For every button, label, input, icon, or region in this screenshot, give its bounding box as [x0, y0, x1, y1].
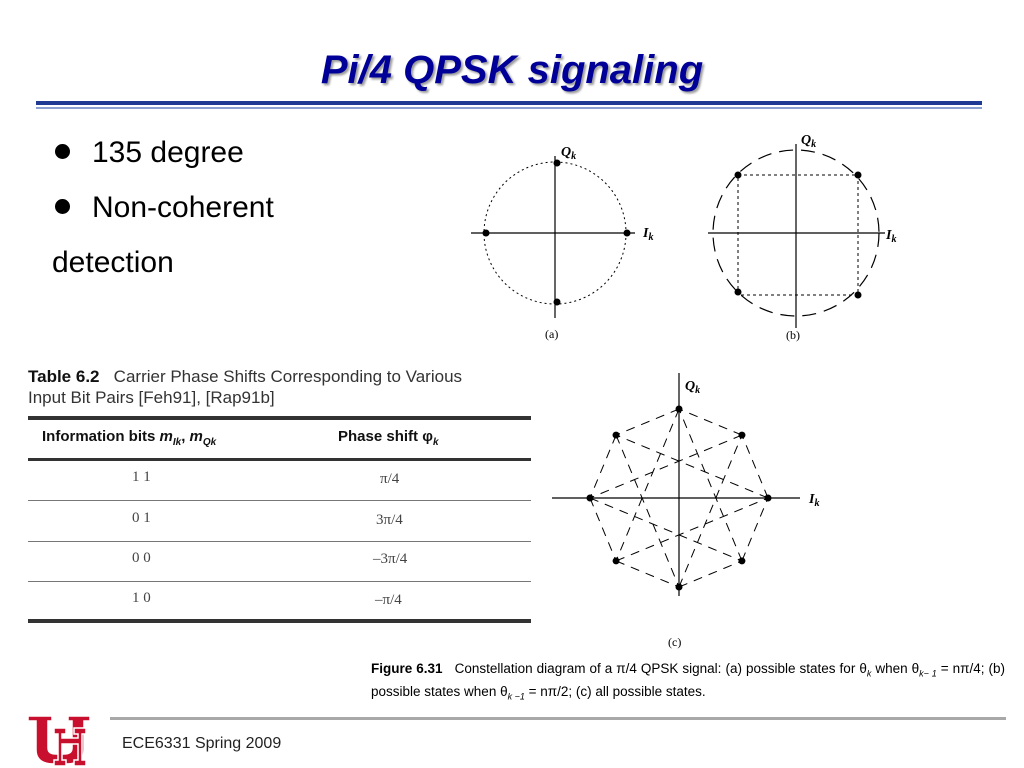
state-point — [765, 495, 772, 502]
table-caption-line1: Carrier Phase Shifts Corresponding to Various — [113, 367, 463, 386]
table-caption — [28, 366, 538, 408]
table-caption-line2: Input Bit Pairs [Feh91], [Rap91b] — [28, 388, 275, 407]
bullet-item — [55, 136, 244, 170]
state-point — [554, 299, 561, 306]
constellation-figures-ab — [465, 130, 905, 350]
figure-caption-label: Figure 6.31 — [371, 661, 443, 676]
state-point — [613, 432, 620, 439]
footer-text: ECE6331 Spring 2009 — [122, 735, 282, 752]
bullet-text: Non-coherent — [92, 191, 274, 224]
bullet-dot-icon — [55, 144, 70, 159]
transition-line — [590, 435, 742, 498]
state-point — [483, 230, 490, 237]
transition-line — [742, 498, 768, 561]
state-point — [587, 495, 594, 502]
title-rule-thin — [36, 107, 982, 109]
table-row-bits: 1 1 — [132, 469, 151, 485]
state-point — [554, 160, 561, 167]
i-axis-label-b: $I_k$ — [886, 228, 897, 245]
state-point — [738, 557, 745, 564]
transition-line — [679, 435, 742, 587]
i-axis-label-c: $I_k$ — [809, 492, 820, 509]
transition-line — [590, 435, 616, 498]
bullet-item — [55, 191, 274, 225]
table-header-phase: Phase shift $\varphi_k$ — [338, 428, 439, 448]
bullet-text: 135 degree — [92, 136, 244, 169]
transition-line — [679, 409, 742, 561]
state-point — [855, 172, 862, 179]
table-row-bits: 0 0 — [132, 550, 151, 566]
footer-rule — [110, 717, 1006, 720]
state-point — [738, 432, 745, 439]
transition-line — [616, 561, 679, 587]
table-header-bits: Information bits $m_{Ik}$, $m_{Qk}$ — [42, 428, 217, 448]
transition-line — [616, 435, 768, 498]
state-point — [613, 557, 620, 564]
q-axis-label-c: $Q_k$ — [685, 379, 701, 396]
figure-label-a: (a) — [545, 327, 559, 341]
square-b — [738, 175, 858, 295]
table-row-bits: 1 0 — [132, 590, 151, 606]
slide-title: Pi/4 QPSK signaling — [320, 48, 704, 92]
q-axis-label-a: $Q_k$ — [561, 145, 577, 162]
transition-line — [616, 435, 679, 587]
constellation-b — [708, 133, 896, 342]
uh-logo-icon — [26, 714, 102, 768]
table-row-bits: 0 1 — [132, 510, 151, 526]
constellation-a — [471, 145, 653, 341]
table-row-phase: –3π/4 — [373, 551, 408, 567]
table-row-phase: π/4 — [380, 471, 400, 487]
state-point — [735, 289, 742, 296]
transition-line — [616, 498, 768, 561]
bullet-continuation: detection — [52, 246, 174, 279]
state-point — [735, 172, 742, 179]
table-label: Table 6.2 — [28, 367, 100, 386]
transition-line — [616, 409, 679, 561]
q-axis-label-b: $Q_k$ — [801, 133, 817, 150]
state-point — [676, 584, 683, 591]
table-row-phase: –π/4 — [375, 592, 402, 608]
bullet-dot-icon — [55, 199, 70, 214]
transition-line — [590, 498, 742, 561]
table-row-phase: 3π/4 — [376, 512, 403, 528]
i-axis-label-a: $I_k$ — [643, 226, 654, 243]
figure-label-b: (b) — [786, 328, 800, 342]
figure-caption: Figure 6.31 Constellation diagram of a π/4 QPSK signal: (a) possible states for $\theta_k$ when $\theta_{k- 1} = n\pi/4$; (b) possible states when $\theta_{k -1} = n\pi/2$; (c) all possible states. — [371, 661, 1005, 702]
constellation-figure-c — [548, 368, 838, 658]
state-point — [676, 406, 683, 413]
title-rule — [36, 101, 982, 105]
state-point — [855, 292, 862, 299]
figure-label-c: (c) — [668, 635, 682, 649]
transition-line — [679, 409, 742, 435]
state-point — [624, 230, 631, 237]
